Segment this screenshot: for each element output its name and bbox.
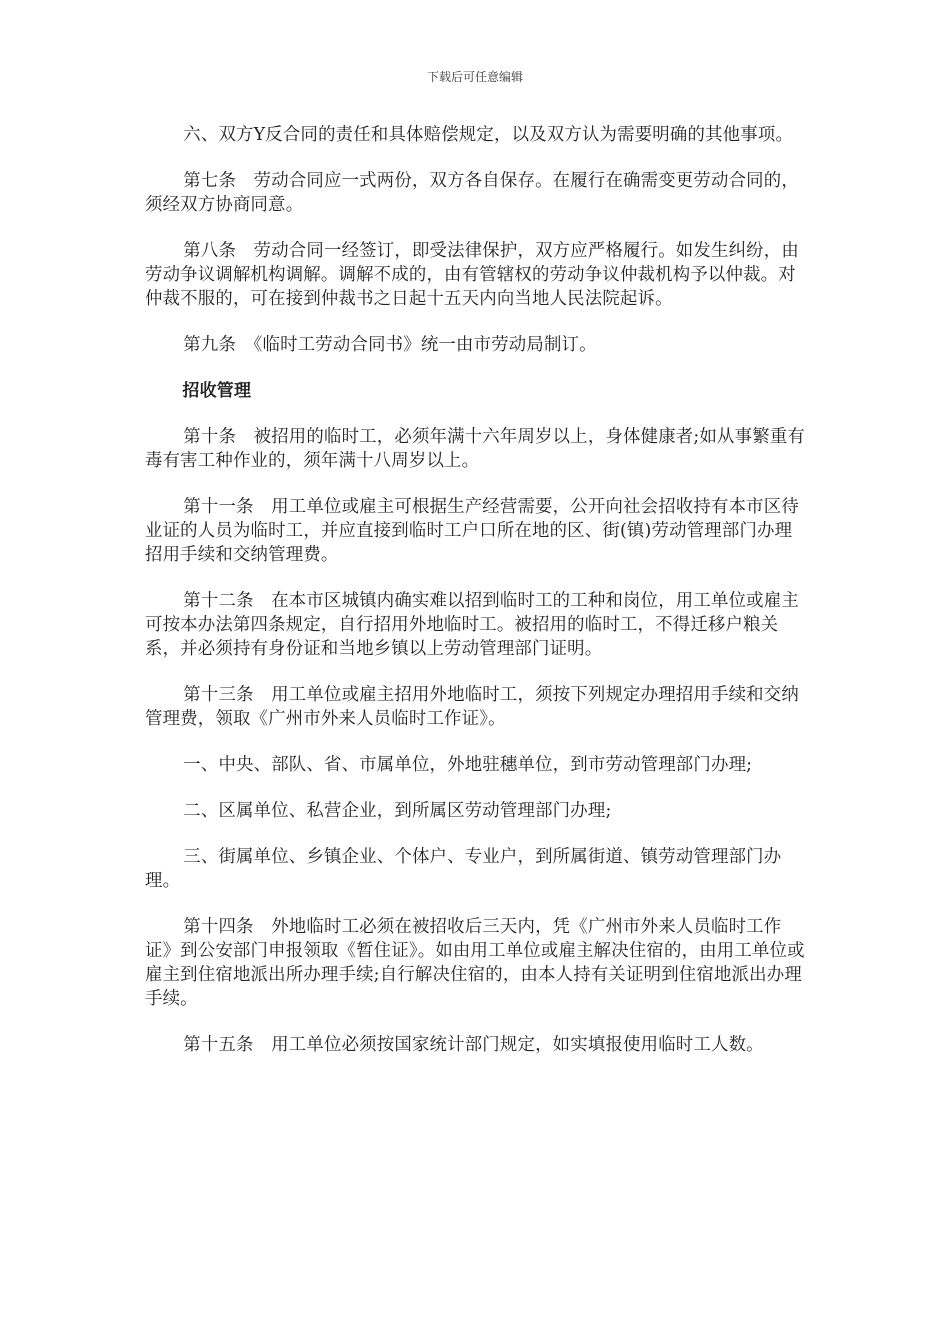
header-note: 下载后可任意编辑: [426, 70, 523, 84]
article-11: 第十一条 用工单位或雇主可根据生产经营需要，公开向社会招收持有本市区待业证的人员为临时工，并应直接到临时工户口所在地的区、街(镇)劳动管理部门办理招用手续和交纳管理费。: [145, 497, 799, 565]
article-14: 第十四条 外地临时工必须在被招收后三天内，凭《广州市外来人员临时工作证》到公安部门申报领取《暂住证》。如由用工单位或雇主解决住宿的，由用工单位或雇主到住宿地派出所办理手续;自行解决住宿的，由本人持有关证明到住宿地派出办理手续。: [145, 917, 805, 1009]
list-item-2: 二、区属单位、私营企业，到所属区劳动管理部门办理;: [183, 801, 612, 821]
article-9: 第九条 《临时工劳动合同书》统一由市劳动局制订。: [183, 335, 597, 355]
article-15: 第十五条 用工单位必须按国家统计部门规定，如实填报使用临时工人数。: [183, 1035, 764, 1055]
article-12: 第十二条 在本市区城镇内确实难以招到临时工的工种和岗位，用工单位或雇主可按本办法第四条规定，自行招用外地临时工。被招用的临时工，不得迁移户粮关系，并必须持有身份证和当地乡镇以上劳动管理部门证明。: [145, 591, 799, 659]
list-item-1: 一、中央、部队、省、市属单位，外地驻穗单位，到市劳动管理部门办理;: [183, 755, 753, 775]
article-10: 第十条 被招用的临时工，必须年满十六年周岁以上，身体健康者;如从事繁重有毒有害工种作业的，须年满十八周岁以上。: [145, 427, 806, 471]
paragraph-item-6: 六、双方Y反合同的责任和具体赔偿规定，以及双方认为需要明确的其他事项。: [183, 125, 794, 145]
article-7: 第七条 劳动合同应一式两份，双方各自保存。在履行在确需变更劳动合同的，须经双方协商同意。: [145, 171, 799, 215]
article-8: 第八条 劳动合同一经签订，即受法律保护，双方应严格履行。如发生纠纷，由劳动争议调解机构调解。调解不成的，由有管辖权的劳动争议仲裁机构予以仲裁。对仲裁不服的，可在接到仲裁书之日起十五天内向当地人民法院起诉。: [145, 241, 799, 309]
section-heading: 招收管理: [182, 381, 252, 401]
list-item-3: 三、街属单位、乡镇企业、个体户、专业户，到所属街道、镇劳动管理部门办理。: [145, 847, 782, 891]
article-13: 第十三条 用工单位或雇主招用外地临时工，须按下列规定办理招用手续和交纳管理费，领取《广州市外来人员临时工作证》。: [145, 685, 799, 729]
document-body: [145, 123, 807, 1079]
